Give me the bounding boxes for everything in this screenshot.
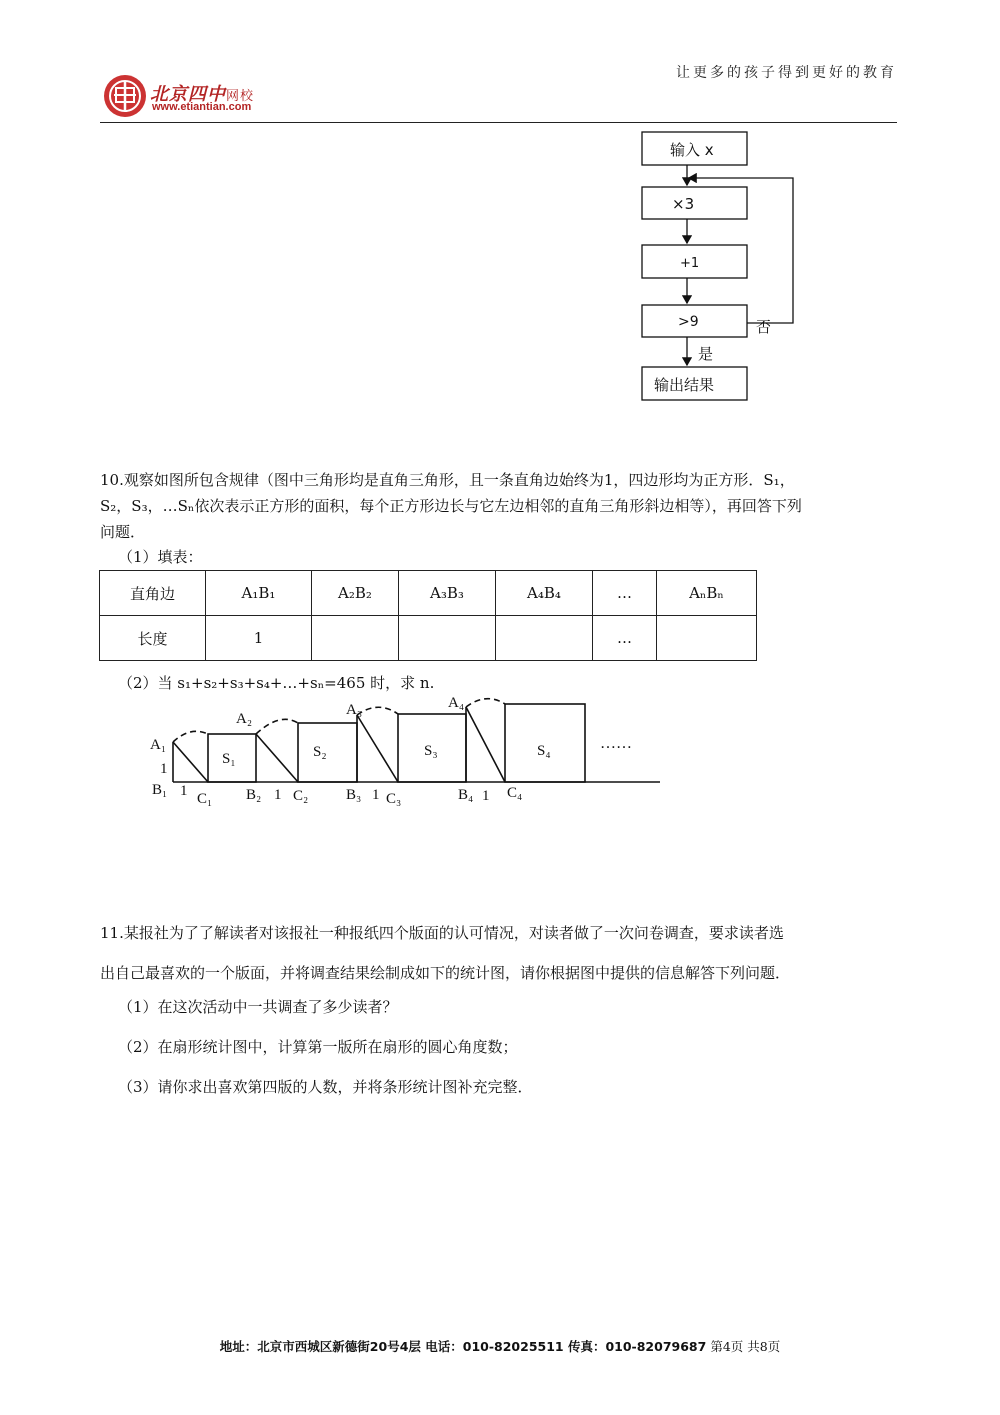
footer-page-number: 第4页 共8页 (710, 1339, 781, 1354)
label-one: 1 (274, 787, 282, 803)
flow-label-output: 输出结果 (654, 376, 715, 394)
table-cell: AₙBₙ (657, 571, 757, 616)
table-cell: A₃B₃ (399, 571, 496, 616)
q10-part2: （2）当 s₁+s₂+s₃+s₄+…+sₙ=465 时，求 n. (118, 674, 435, 692)
flow-label-multiply: ×3 (672, 195, 695, 213)
arc-3 (357, 707, 398, 715)
label-c3: C₃ (386, 791, 402, 807)
arc-1 (173, 731, 208, 742)
q10-line2: S₂，S₃，…Sₙ依次表示正方形的面积，每个正方形边长与它左边相邻的直角三角形斜边相等），再回答下列 (100, 497, 802, 515)
table-cell: … (593, 616, 657, 661)
flow-node-multiply (642, 187, 747, 219)
label-b4: B₄ (458, 787, 474, 803)
footer-address: 地址：北京市西城区新德街20号4层 电话：010-82025511 传真：010-82079687 (219, 1339, 707, 1354)
label-one: 1 (180, 783, 188, 799)
q10-line3: 问题． (100, 523, 146, 541)
arc-4 (466, 699, 505, 707)
flow-label-yes: 是 (698, 345, 714, 363)
label-s1: S₁ (222, 751, 236, 767)
table-cell: A₁B₁ (206, 571, 312, 616)
label-dots: …… (600, 735, 632, 752)
label-a1: A₁ (150, 737, 167, 753)
square-s2 (298, 723, 357, 782)
table-row (100, 571, 757, 616)
label-a3: A₃ (346, 702, 363, 718)
flow-label-add: +1 (680, 256, 700, 271)
flow-label-input: 输入 x (670, 141, 714, 159)
q11-part2: （2）在扇形统计图中，计算第一版所在扇形的圆心角度数； (118, 1038, 518, 1056)
label-s2: S₂ (313, 744, 327, 760)
table-cell: 长度 (100, 616, 206, 661)
label-b3: B₃ (346, 787, 362, 803)
q11-part3: （3）请你求出喜欢第四版的人数，并将条形统计图补充完整． (118, 1078, 533, 1096)
label-a2: A₂ (236, 711, 253, 727)
table-row (100, 616, 757, 661)
table-cell: A₂B₂ (312, 571, 399, 616)
q10-line1: 10.观察如图所包含规律（图中三角形均是直角三角形，且一条直角边始终为1，四边形均为正方形．S₁， (100, 471, 795, 489)
q11-line1: 11.某报社为了了解读者对该报社一种报纸四个版面的认可情况，对读者做了一次问卷调查，要求读者选 (100, 924, 784, 942)
q11-line2: 出自己最喜欢的一个版面，并将调查结果绘制成如下的统计图，请你根据图中提供的信息解答下列问题． (100, 964, 791, 982)
table-cell[interactable] (657, 616, 757, 661)
q10-figure (140, 690, 670, 815)
q10-text (100, 467, 900, 545)
label-c4: C₄ (507, 785, 523, 801)
label-one: 1 (160, 761, 168, 777)
label-b2: B₂ (246, 787, 262, 803)
label-b1: B₁ (152, 782, 168, 798)
logo-text: 北京四中网校 (150, 84, 255, 105)
header-divider (100, 122, 897, 123)
table-cell: 直角边 (100, 571, 206, 616)
page-footer (0, 1337, 1000, 1355)
school-logo-emblem (102, 73, 148, 119)
table-cell: 1 (206, 616, 312, 661)
table-cell: A₄B₄ (496, 571, 593, 616)
arc-2 (256, 719, 298, 734)
label-a4: A₄ (448, 695, 465, 711)
table-cell: … (593, 571, 657, 616)
q11-part1: （1）在这次活动中一共调查了多少读者？ (118, 998, 398, 1016)
logo-url: www.etiantian.com (152, 101, 252, 113)
table-cell[interactable] (312, 616, 399, 661)
label-c1: C₁ (197, 791, 213, 807)
label-c2: C₂ (293, 788, 309, 804)
table-cell[interactable] (496, 616, 593, 661)
table-cell[interactable] (399, 616, 496, 661)
label-s4: S₄ (537, 743, 551, 759)
q11-text (100, 913, 900, 993)
q10-part1: （1）填表： (118, 548, 203, 566)
flow-label-no: 否 (756, 318, 772, 336)
header-slogan: 让更多的孩子得到更好的教育 (676, 65, 897, 81)
q10-fill-table (99, 570, 757, 661)
label-one: 1 (482, 788, 490, 804)
label-one: 1 (372, 787, 380, 803)
flow-label-compare: >9 (678, 314, 699, 330)
flowchart (620, 125, 820, 415)
label-s3: S₃ (424, 743, 438, 759)
flow-loop-arrow (689, 178, 793, 323)
